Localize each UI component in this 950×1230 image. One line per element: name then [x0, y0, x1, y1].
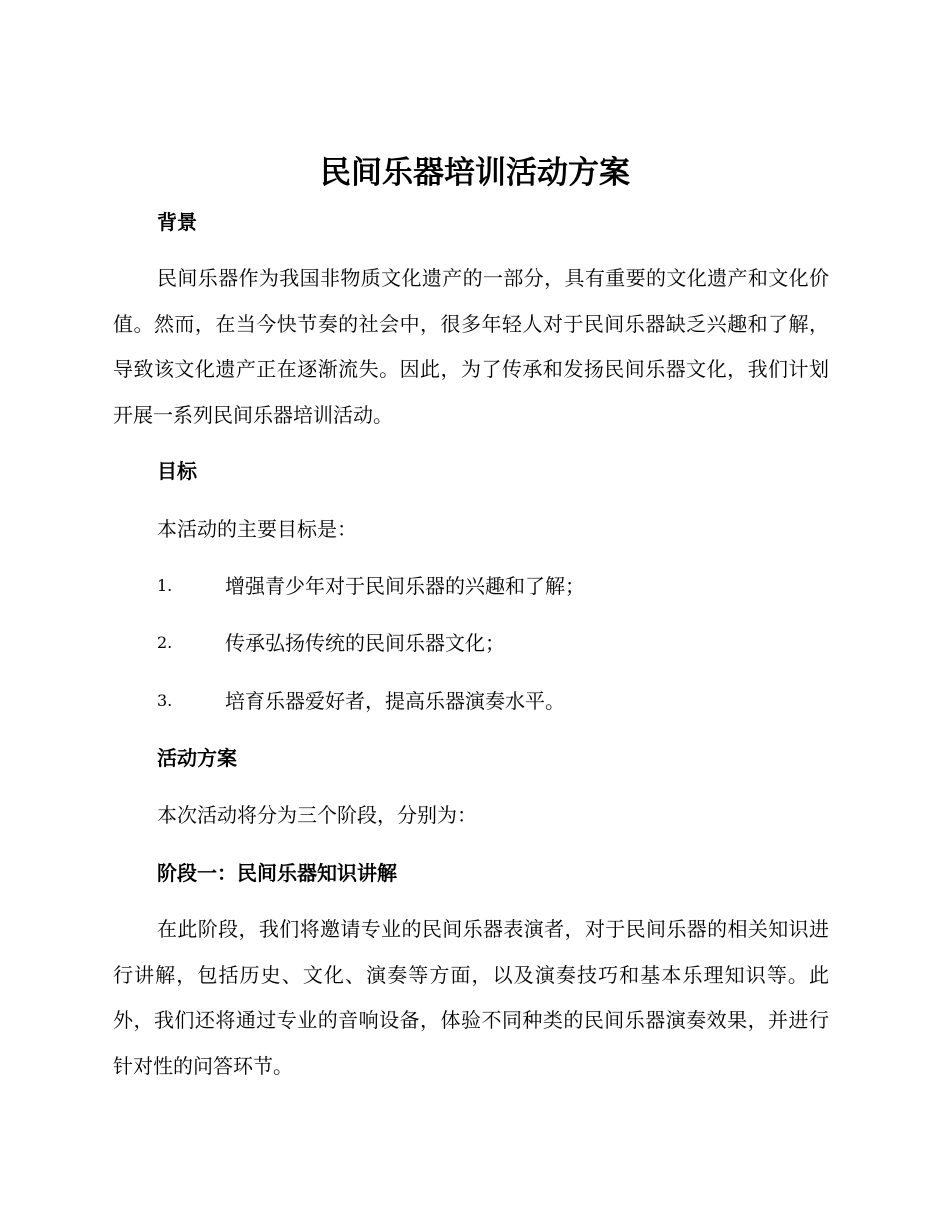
goal-number: 2.: [157, 633, 173, 652]
goal-list-item: [157, 629, 837, 657]
goals-intro: 本活动的主要目标是：: [157, 517, 357, 541]
section-heading-plan: 活动方案: [157, 746, 237, 770]
goal-text: 传承弘扬传统的民间乐器文化；: [225, 631, 505, 655]
section-heading-goals: 目标: [157, 459, 197, 483]
goal-list-item: [157, 572, 837, 600]
goal-text: 培育乐器爱好者，提高乐器演奏水平。: [225, 689, 565, 713]
goal-number: 1.: [157, 576, 173, 595]
background-paragraph: 民间乐器作为我国非物质文化遗产的一部分，具有重要的文化遗产和文化价值。然而，在当今快节奏的社会中，很多年轻人对于民间乐器缺乏兴趣和了解，导致该文化遗产正在逐渐流失。因此，为了传承和发扬民间乐器文化，我们计划开展一系列民间乐器培训活动。: [113, 266, 829, 427]
plan-intro: 本次活动将分为三个阶段，分别为：: [157, 803, 477, 827]
goal-list-item: [157, 687, 837, 715]
stage-one-heading: 阶段一：民间乐器知识讲解: [157, 861, 397, 885]
section-heading-background: 背景: [157, 210, 197, 234]
goal-number: 3.: [157, 691, 173, 710]
document-title: 民间乐器培训活动方案: [320, 155, 630, 191]
stage-one-paragraph: 在此阶段，我们将邀请专业的民间乐器表演者，对于民间乐器的相关知识进行讲解，包括历史、文化、演奏等方面，以及演奏技巧和基本乐理知识等。此外，我们还将通过专业的音响设备，体验不同种类的民间乐器演奏效果，并进行针对性的问答环节。: [113, 917, 829, 1078]
goal-text: 增强青少年对于民间乐器的兴趣和了解；: [225, 574, 585, 598]
